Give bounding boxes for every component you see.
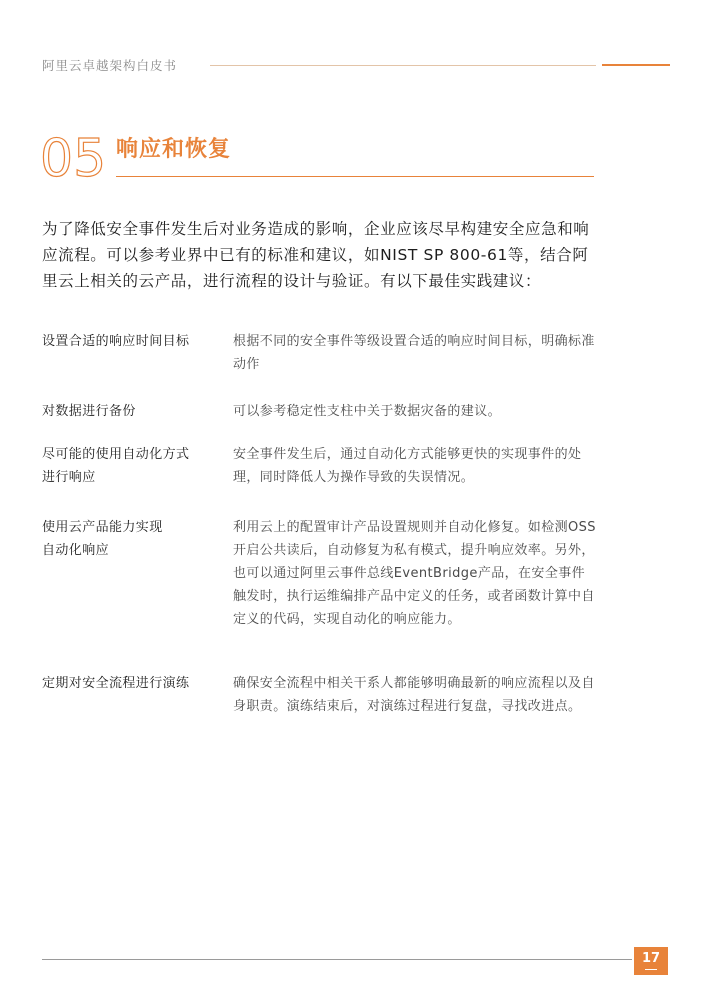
practice-description: 可以参考稳定性支柱中关于数据灾备的建议。 <box>233 404 502 419</box>
chapter-title: 响应和恢复 <box>116 137 232 162</box>
chapter-divider <box>116 176 594 177</box>
practice-label: 对数据进行备份 <box>42 404 136 419</box>
page-number: 17 <box>641 951 661 966</box>
practice-description: 根据不同的安全事件等级设置合适的响应时间目标，明确标准动作 <box>233 334 595 372</box>
practice-label: 设置合适的响应时间目标 <box>42 334 190 349</box>
footer-divider <box>42 959 632 960</box>
intro-paragraph: 为了降低安全事件发生后对业务造成的影响，企业应该尽早构建安全应急和响应流程。可以参考业界中已有的标准和建议，如NIST SP 800-61等，结合阿里云上相关的云产品，进行流程的设计与验证。有以下最佳实践建议： <box>42 220 590 290</box>
practice-description: 利用云上的配置审计产品设置规则并自动化修复。如检测OSS开启公共读后，自动修复为私有模式，提升响应效率。另外，也可以通过阿里云事件总线EventBridge产品，在安全事件触发时，执行运维编排产品中定义的任务，或者函数计算中自定义的代码，实现自动化的响应能力。 <box>233 520 596 627</box>
chapter-number <box>40 124 114 184</box>
practice-description: 确保安全流程中相关干系人都能够明确最新的响应流程以及自身职责。演练结束后，对演练过程进行复盘，寻找改进点。 <box>233 676 595 714</box>
practice-description: 安全事件发生后，通过自动化方式能够更快的实现事件的处理，同时降低人为操作导致的失误情况。 <box>233 447 582 485</box>
header-accent-bar <box>602 64 670 66</box>
chapter-number-text: 05 <box>40 129 107 184</box>
practice-label: 使用云产品能力实现自动化响应 <box>42 520 163 558</box>
practice-label: 定期对安全流程进行演练 <box>42 676 190 691</box>
header-divider <box>210 65 596 66</box>
document-title: 阿里云卓越架构白皮书 <box>42 58 178 73</box>
page-number-underline <box>645 969 657 970</box>
practice-label: 尽可能的使用自动化方式进行响应 <box>42 447 190 485</box>
page-number-badge <box>634 947 668 975</box>
